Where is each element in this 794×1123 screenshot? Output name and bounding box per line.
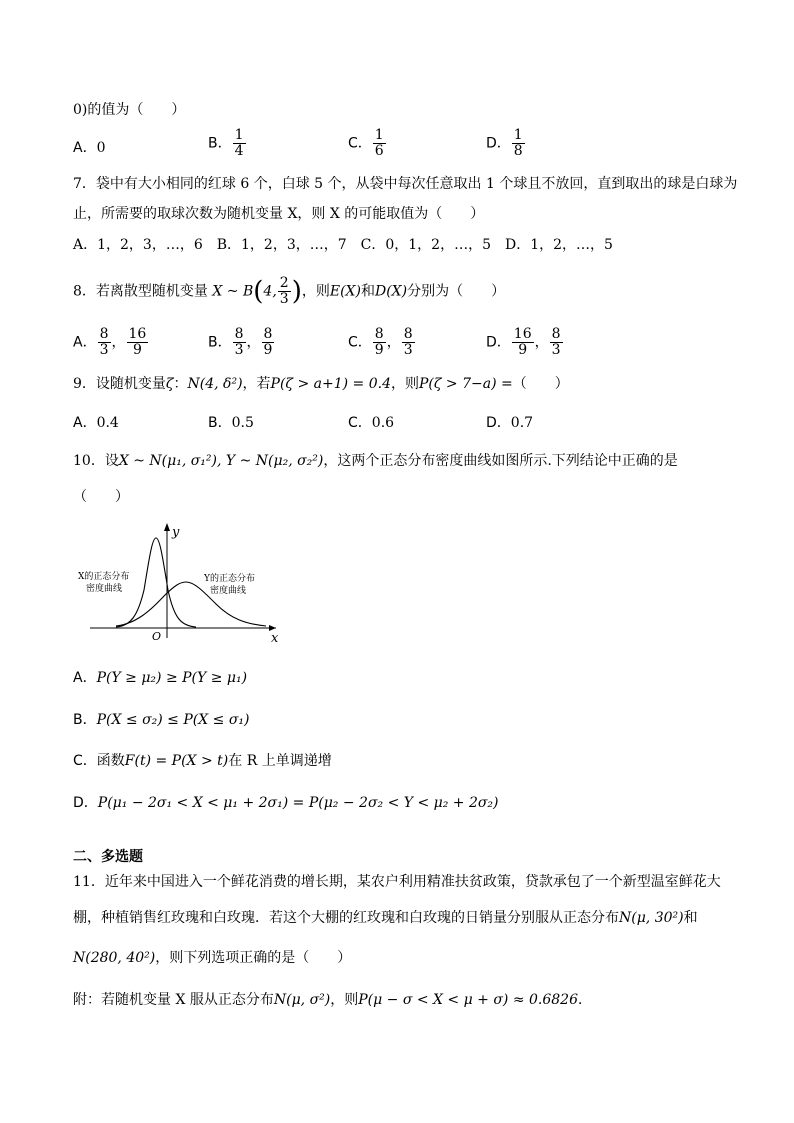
fraction-numerator: 1 xyxy=(513,127,523,143)
q10-option-c[interactable] xyxy=(73,752,332,770)
q8-option-a-fraction-2 xyxy=(127,327,149,358)
q8-option-c-fraction-1 xyxy=(373,327,386,358)
fraction-denominator: 4 xyxy=(234,143,244,159)
option-label: D． xyxy=(73,795,98,811)
q11-white-rose-distribution: N(280, 40²) xyxy=(73,950,156,966)
q9-ask: P(ζ > 7−a) = xyxy=(419,376,513,392)
option-formula: P(X ≤ σ₂) ≤ P(X ≤ σ₁) xyxy=(96,712,250,728)
x-axis-label: x xyxy=(271,631,279,645)
q9-option-d[interactable] xyxy=(486,414,533,432)
q9-option-c[interactable] xyxy=(348,414,394,432)
q11-note-end: ． xyxy=(577,992,592,1008)
fraction-denominator: 3 xyxy=(99,342,109,358)
fraction-numerator: 16 xyxy=(128,326,147,342)
fraction-numerator: 1 xyxy=(374,127,384,143)
x-curve-label-line1: X的正态分布 xyxy=(78,572,130,582)
option-label: B． xyxy=(208,415,232,431)
q10-stem xyxy=(73,452,678,470)
q8-ex: E(X) xyxy=(329,283,361,300)
fraction-denominator: 9 xyxy=(518,342,528,358)
q10-option-b[interactable] xyxy=(73,711,249,729)
fraction-denominator: 3 xyxy=(279,291,289,307)
q11-note-probability: P(μ − σ < X < μ + σ) ≈ 0.6826 xyxy=(358,992,578,1008)
y-curve-label-line1: Y的正态分布 xyxy=(204,574,255,584)
option-label: C． xyxy=(348,334,372,351)
option-label: D． xyxy=(486,334,511,351)
y-curve-label-line2: 密度曲线 xyxy=(210,586,247,596)
option-label: C．函数 xyxy=(73,753,125,769)
option-value: 0.5 xyxy=(231,415,254,431)
option-label: D． xyxy=(486,415,511,431)
option-label: B． xyxy=(208,334,232,351)
q6-option-c-label: C． xyxy=(348,135,372,152)
y-axis-label: y xyxy=(172,525,180,540)
fraction-denominator: 8 xyxy=(513,143,523,159)
option-label: B． xyxy=(73,712,97,728)
q8-stem: 8．若离散型随机变量 X ~ B(4, $\frac{2}{3}$ )，则E(X)和D(X)分别为（ ） xyxy=(73,275,506,307)
fraction-numerator: 8 xyxy=(263,326,273,342)
q6-option-d-fraction xyxy=(512,128,525,159)
q8-option-d-fraction-2 xyxy=(550,327,563,358)
q6-option-b[interactable] xyxy=(208,128,247,159)
q9-option-b[interactable] xyxy=(208,414,254,432)
fraction-denominator: 3 xyxy=(551,342,561,358)
q9-zeta: ζ xyxy=(165,376,174,392)
option-value: 0.4 xyxy=(96,415,119,431)
q11-note-text: 附：若随机变量 X 服从正态分布 xyxy=(73,992,274,1008)
q9-paren: （ ） xyxy=(512,376,569,392)
q8-option-a-fraction-1 xyxy=(98,327,111,358)
option-text: 在 R 上单调递增 xyxy=(228,753,332,769)
option-label: C． xyxy=(348,415,372,431)
q11-note-then: ，则 xyxy=(330,992,359,1008)
fraction-numerator: 8 xyxy=(403,326,413,342)
q6-option-c[interactable] xyxy=(348,128,387,159)
fraction-numerator: 8 xyxy=(374,326,384,342)
q10-normal-curves-figure xyxy=(76,520,286,645)
q10-prefix: 10．设 xyxy=(73,453,119,469)
q6-option-a[interactable] xyxy=(73,139,106,157)
q9-option-a[interactable] xyxy=(73,414,119,432)
q6-option-d[interactable] xyxy=(486,128,526,159)
q8-option-b-fraction-2 xyxy=(262,327,275,358)
q11-line2-and: 和 xyxy=(683,910,698,926)
q8-suffix: 分别为（ ） xyxy=(407,283,506,300)
q10-suffix: ，这两个正态分布密度曲线如图所示.下列结论中正确的是 xyxy=(323,453,678,469)
q6-option-a-value: 0 xyxy=(96,140,106,156)
origin-label: O xyxy=(152,630,162,643)
option-label: A． xyxy=(73,334,97,351)
fraction-denominator: 6 xyxy=(374,143,384,159)
option-formula: P(Y ≥ μ₂) ≥ P(Y ≥ μ₁) xyxy=(96,670,248,686)
q11-stem-line2 xyxy=(73,909,698,927)
q6-option-d-label: D． xyxy=(486,135,511,152)
y-axis-arrow xyxy=(164,523,170,531)
fraction-numerator: 8 xyxy=(234,326,244,342)
q7-options[interactable]: A．1，2，3，…，6 B．1，2，3，…，7 C．0，1，2，…，5 D．1，2，…，5 xyxy=(73,237,613,253)
q8-dx: D(X) xyxy=(374,283,408,300)
q6-option-a-label: A． xyxy=(73,140,97,156)
fraction-numerator: 2 xyxy=(279,275,289,291)
q11-line3-text: ，则下列选项正确的是（ ） xyxy=(155,950,352,966)
q9-dist: N(4, δ²) xyxy=(187,376,243,392)
q9-mid2: ，则 xyxy=(391,376,419,392)
q11-red-rose-distribution: N(μ, 30²) xyxy=(619,910,684,926)
fraction-denominator: 3 xyxy=(234,342,244,358)
q7-stem-line1: 7．袋中有大小相同的红球 6 个，白球 5 个，从袋中每次任意取出 1 个球且不放回，直到取出的球是白球为 xyxy=(73,176,738,192)
fraction-denominator: 3 xyxy=(403,342,413,358)
option-label: A． xyxy=(73,670,97,686)
q10-paren: （ ） xyxy=(73,489,129,505)
q8-prefix: 8．若离散型随机变量 xyxy=(73,283,208,300)
q8-option-c-fraction-2 xyxy=(402,327,415,358)
q10-option-d[interactable] xyxy=(73,794,499,812)
option-value: 0.6 xyxy=(371,415,395,431)
q10-distributions: X ~ N(μ₁, σ₁²), Y ~ N(μ₂, σ₂²) xyxy=(118,453,324,469)
q9-stem xyxy=(73,375,569,393)
fraction-numerator: 1 xyxy=(234,127,244,143)
q6-option-b-fraction xyxy=(233,128,246,159)
fraction-denominator: 9 xyxy=(374,342,384,358)
q8-option-b[interactable]: B． $\frac{8}{3}$ ， $\frac{8}{9}$ xyxy=(208,326,273,358)
fraction-denominator: 9 xyxy=(263,342,273,358)
q9-colon: ： xyxy=(173,376,188,392)
section-title: 二、多选题 xyxy=(73,849,143,865)
q8-dist-fraction xyxy=(278,276,291,307)
q8-middle: ，则 xyxy=(301,283,330,300)
q9-condition: P(ζ > a+1) = 0.4 xyxy=(270,376,391,392)
fraction-numerator: 8 xyxy=(99,326,109,342)
q11-note xyxy=(73,991,592,1009)
q11-stem-line1: 11．近年来中国进入一个鲜花消费的增长期，某农户利用精准扶贫政策，贷款承包了一个新型温室鲜花大 xyxy=(73,874,721,890)
q6-stem-tail: 0)的值为（ ） xyxy=(73,102,186,118)
q8-option-b-fraction-1 xyxy=(233,327,246,358)
q11-note-distribution: N(μ, σ²) xyxy=(273,992,331,1008)
option-formula: P(μ₁ − 2σ₁ < X < μ₁ + 2σ₁) = P(μ₂ − 2σ₂ < Y < μ₂ + 2σ₂) xyxy=(97,795,499,811)
q10-option-a[interactable] xyxy=(73,669,247,687)
q9-prefix: 9．设随机变量 xyxy=(73,376,166,392)
q8-option-d-fraction-1 xyxy=(512,327,534,358)
q7-stem-line2: 止，所需要的取球次数为随机变量 X，则 X 的可能取值为（ ） xyxy=(73,206,485,222)
option-value: 0.7 xyxy=(510,415,534,431)
option-formula: F(t) = P(X > t) xyxy=(124,753,229,769)
fraction-numerator: 8 xyxy=(551,326,561,342)
q8-option-a[interactable]: A． $\frac{8}{3}$ ， $\frac{16}{9}$ xyxy=(73,326,147,358)
option-label: A． xyxy=(73,415,97,431)
q8-option-d[interactable]: D． $\frac{16}{9}$ ， $\frac{8}{3}$ xyxy=(486,326,561,358)
q8-and: 和 xyxy=(360,283,375,300)
q6-option-c-fraction xyxy=(373,128,386,159)
q8-dist-left: X ~ B xyxy=(212,283,254,300)
q6-option-b-label: B． xyxy=(208,135,232,152)
fraction-denominator: 9 xyxy=(132,342,142,358)
q8-dist-a: 4, xyxy=(263,283,277,300)
q9-mid: ，若 xyxy=(242,376,271,392)
q11-line2-text: 棚，种植销售红玫瑰和白玫瑰．若这个大棚的红玫瑰和白玫瑰的日销量分别服从正态分布 xyxy=(73,910,619,926)
x-curve-label-line2: 密度曲线 xyxy=(86,584,123,594)
fraction-numerator: 16 xyxy=(513,326,532,342)
q11-stem-line3 xyxy=(73,949,351,967)
q8-option-c[interactable]: C． $\frac{8}{9}$ ， $\frac{8}{3}$ xyxy=(348,326,413,358)
